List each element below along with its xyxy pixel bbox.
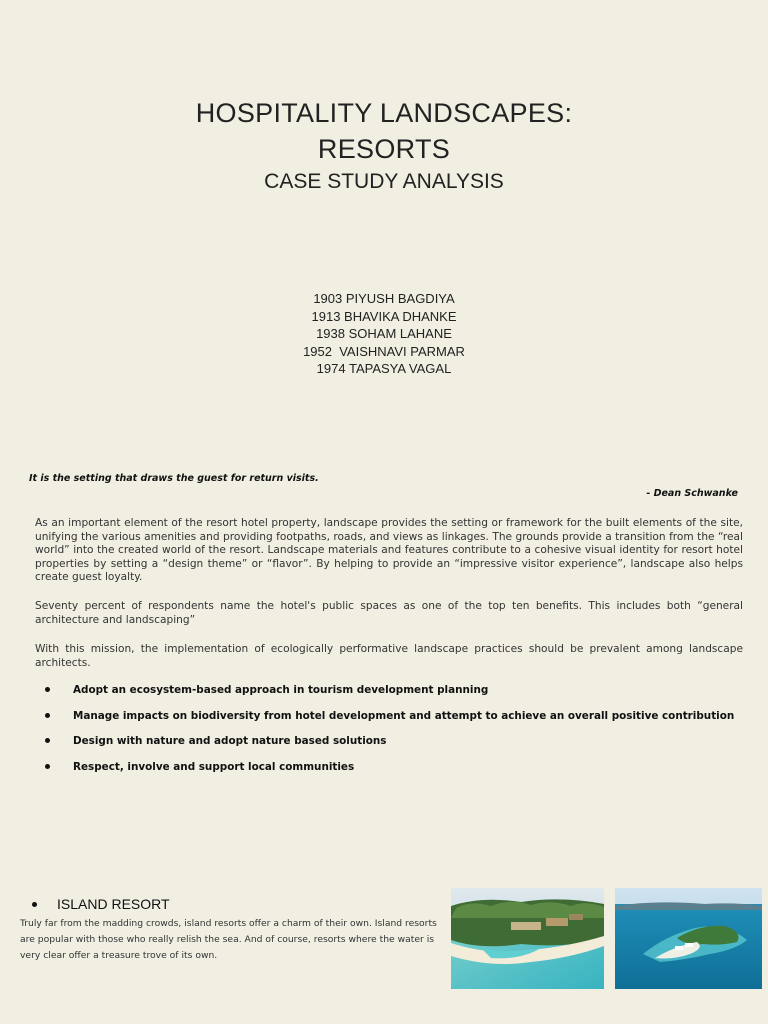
- island-aerial-image: [615, 888, 762, 989]
- author-item: 1974 TAPASYA VAGAL: [316, 361, 452, 376]
- quote-text: It is the setting that draws the guest for return visits.: [29, 473, 319, 484]
- bullet-icon: [45, 713, 50, 718]
- bullet-icon: [45, 738, 50, 743]
- subtitle: CASE STUDY ANALYSIS: [264, 170, 504, 193]
- author-item: 1938 SOHAM LAHANE: [316, 326, 452, 341]
- author-item: 1952 VAISHNAVI PARMAR: [303, 343, 465, 359]
- resort-beach-image: [451, 888, 604, 989]
- bullet-icon: [45, 687, 50, 692]
- list-item: Adopt an ecosystem-based approach in tourism development planning: [45, 684, 745, 710]
- paragraph-mission: With this mission, the implementation of ecologically performative landscape practices should be prevalent among landscape architects.: [35, 643, 743, 669]
- title-line-1: HOSPITALITY LANDSCAPES:: [195, 98, 573, 128]
- paragraph-survey: Seventy percent of respondents name the hotel's public spaces as one of the top ten benefits. This includes both “general architecture and landscaping”: [35, 600, 743, 626]
- list-item: Design with nature and adopt nature based solutions: [45, 735, 745, 761]
- island-resort-description: Truly far from the madding crowds, island resorts offer a charm of their own. Island resorts are popular with those who really relish the sea. And of course, resorts where the water is very clear offer a treasure trove of its own.: [20, 918, 437, 961]
- author-item: 1913 BHAVIKA DHANKE: [311, 308, 457, 324]
- island-aerial-photo: [615, 888, 762, 989]
- author-item: 1903 PIYUSH BAGDIYA: [313, 291, 455, 306]
- quote-author: - Dean Schwanke: [646, 488, 738, 499]
- bullet-icon: [45, 764, 50, 769]
- list-item: Respect, involve and support local communities: [45, 761, 745, 787]
- list-item: Manage impacts on biodiversity from hotel development and attempt to achieve an overall positive contribution: [45, 710, 745, 736]
- title-line-2: RESORTS: [317, 134, 451, 164]
- author-list: [0, 290, 768, 378]
- paragraph-intro: As an important element of the resort hotel property, landscape provides the setting or framework for the built elements of the site, unifying the various amenities and providing footpaths, roads, and views as linkages. The grounds provide a transition from the “real world” into the created world of the resort. Landscape materials and features contribute to a cohesive visual identity for resort hotel properties by setting a “design theme” or “flavor”. By helping to provide an “impressive visitor experience”, landscape also helps create guest loyalty.: [35, 517, 743, 584]
- island-resort-heading: ISLAND RESORT: [32, 896, 170, 912]
- resort-beach-photo: [451, 888, 604, 989]
- bullet-icon: [32, 902, 37, 907]
- principles-list: [45, 684, 745, 787]
